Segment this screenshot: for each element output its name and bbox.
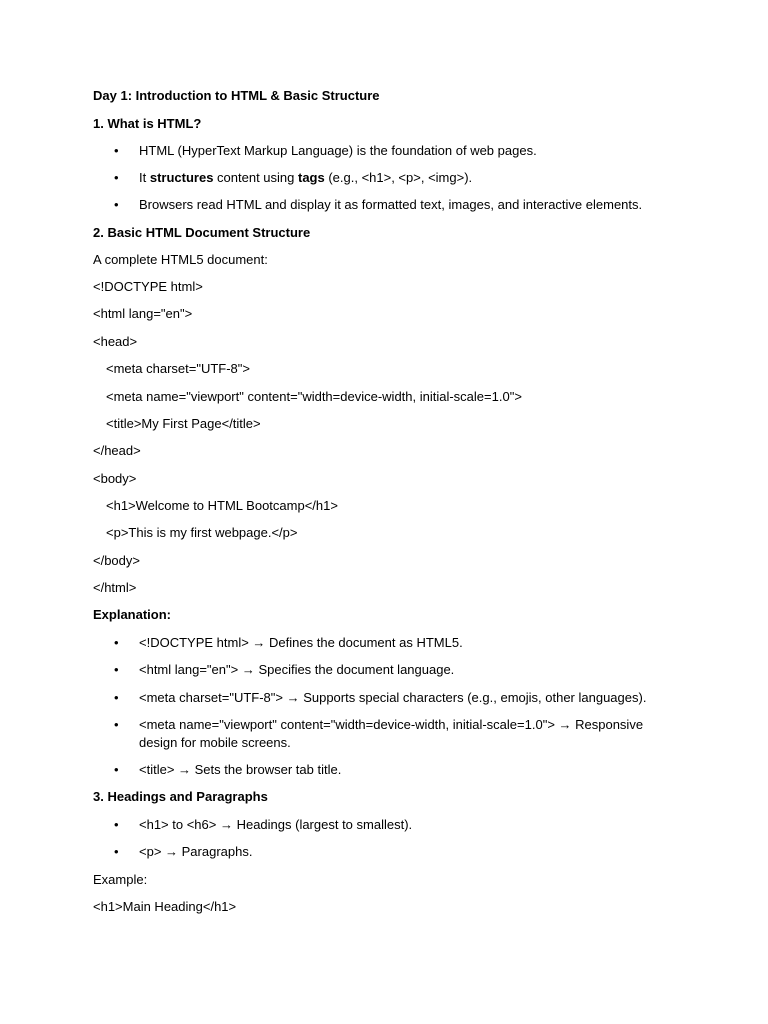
code-line: <html lang="en"> — [93, 306, 193, 321]
bullet-icon: • — [114, 662, 119, 677]
bullet-text: <meta charset="UTF-8"> → Supports special characters (e.g., emojis, other languages). — [139, 690, 647, 705]
document-title: Day 1: Introduction to HTML & Basic Structure — [93, 88, 380, 103]
bullet-icon: • — [114, 717, 119, 732]
code-line: </head> — [93, 443, 141, 458]
bullet-icon: • — [114, 844, 119, 859]
bullet-text: <p> → Paragraphs. — [139, 844, 253, 859]
bullet-text — [139, 169, 659, 187]
code-line: <h1>Welcome to HTML Bootcamp</h1> — [106, 498, 338, 513]
code-line: <!DOCTYPE html> — [93, 279, 203, 294]
explanation-heading: Explanation: — [93, 607, 172, 622]
bullet-text: HTML (HyperText Markup Language) is the foundation of web pages. — [139, 143, 537, 158]
example-label: Example: — [93, 872, 148, 887]
code-line: <title>My First Page</title> — [106, 416, 261, 431]
bullet-icon: • — [114, 143, 119, 158]
text-run: (e.g., <h1>, <p>, <img>). — [324, 170, 473, 185]
bullet-text: <title> → Sets the browser tab title. — [139, 762, 342, 777]
code-line: <body> — [93, 471, 137, 486]
text-run: It — [139, 170, 150, 185]
bold-term-tags: tags — [297, 170, 325, 185]
section-heading-what-is-html: 1. What is HTML? — [93, 116, 202, 131]
bullet-text: Browsers read HTML and display it as formatted text, images, and interactive elements. — [139, 197, 643, 212]
code-line: <head> — [93, 334, 138, 349]
section-heading-document-structure: 2. Basic HTML Document Structure — [93, 225, 311, 240]
code-line: <meta charset="UTF-8"> — [106, 361, 250, 376]
section-intro-text: A complete HTML5 document: — [93, 252, 268, 267]
code-line: <meta name="viewport" content="width=device-width, initial-scale=1.0"> — [106, 389, 522, 404]
bullet-icon: • — [114, 635, 119, 650]
bullet-text: <html lang="en"> → Specifies the document language. — [139, 662, 455, 677]
bullet-icon: • — [114, 197, 119, 212]
bullet-icon: • — [114, 690, 119, 705]
section-heading-headings-paragraphs: 3. Headings and Paragraphs — [93, 789, 268, 804]
bullet-text: <meta name="viewport" content="width=device-width, initial-scale=1.0"> → Responsive design for mobile screens. — [139, 717, 644, 750]
bullet-icon: • — [114, 170, 119, 185]
bullet-text: <!DOCTYPE html> → Defines the document as HTML5. — [139, 635, 463, 650]
bullet-text: <h1> to <h6> → Headings (largest to smallest). — [139, 817, 413, 832]
bold-term-structures: structures — [149, 170, 214, 185]
code-line: <p>This is my first webpage.</p> — [106, 525, 298, 540]
text-run: content using — [213, 170, 298, 185]
bullet-icon: • — [114, 817, 119, 832]
code-line: </html> — [93, 580, 137, 595]
code-line: </body> — [93, 553, 140, 568]
example-code-line: <h1>Main Heading</h1> — [93, 899, 237, 914]
bullet-icon: • — [114, 762, 119, 777]
